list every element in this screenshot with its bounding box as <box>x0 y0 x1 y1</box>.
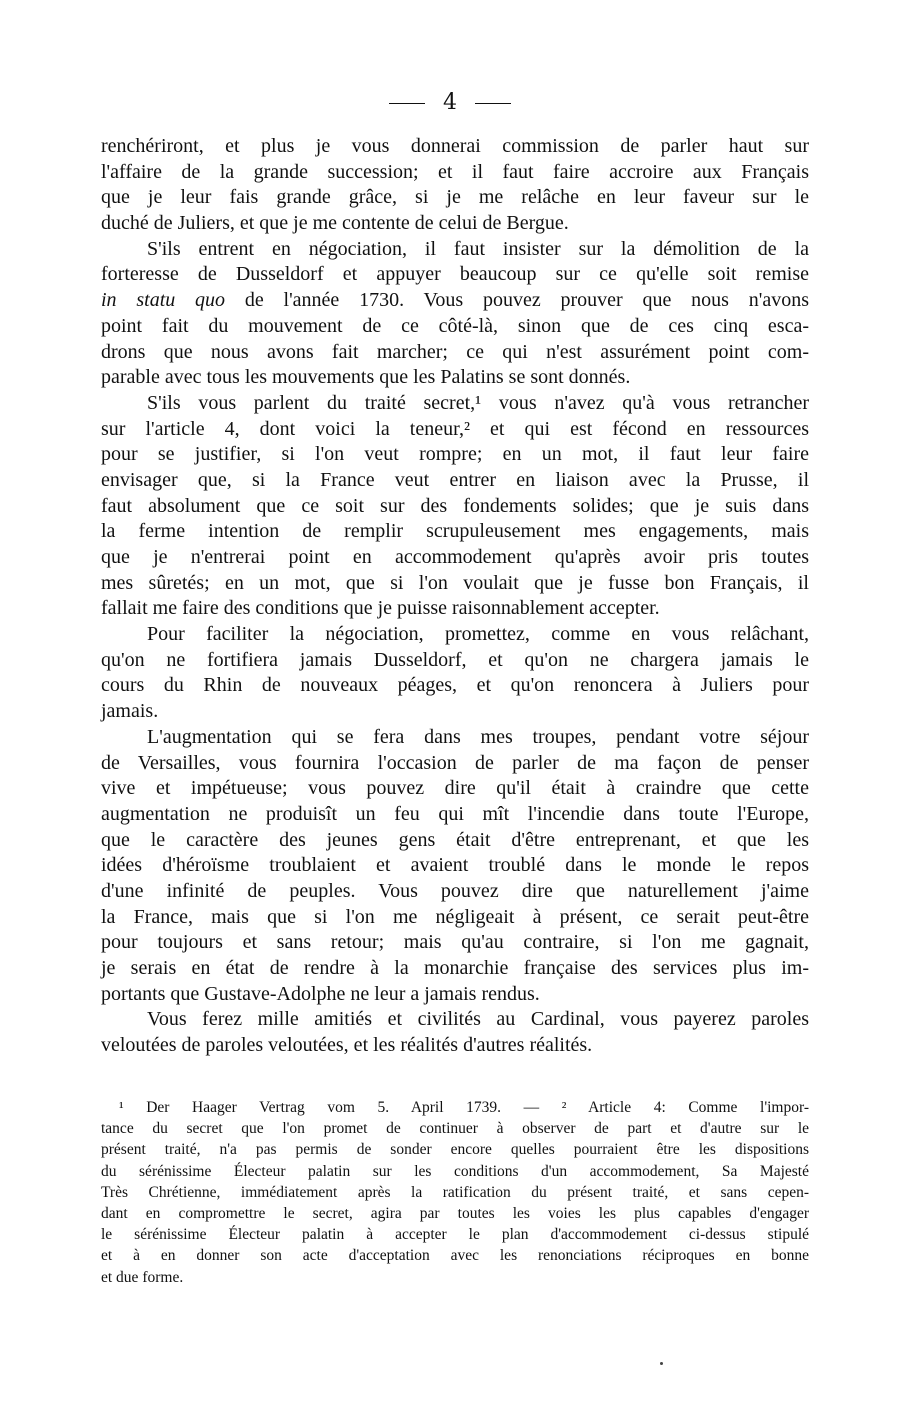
footnotes <box>101 1097 809 1288</box>
body-line: que le caractère des jeunes gens était d'être entreprenant, et que les <box>101 828 809 851</box>
body-line: je serais en état de rendre à la monarchie française des services plus im- <box>101 957 809 979</box>
body-line: portants que Gustave-Adolphe ne leur a jamais rendus. <box>101 982 540 1005</box>
body-line: que je leur fais grande grâce, si je me relâche en leur faveur sur le <box>101 186 809 209</box>
body-line: envisager que, si la France veut entrer en liaison avec la Prusse, il <box>101 468 809 491</box>
body-line: qu'on ne fortifiera jamais Dusseldorf, et qu'on ne chargera jamais le <box>101 648 809 671</box>
line-text: de l'année 1730. Vous pouvez prouver que nous n'avons <box>225 289 809 312</box>
header-rule-right <box>475 103 511 104</box>
body-line: la ferme intention de remplir scrupuleusement mes engagements, mais <box>101 520 809 543</box>
body-line: fallait me faire des conditions que je puisse raisonnablement accepter. <box>101 597 660 620</box>
footnote-line: présent traité, n'a pas permis de sonder encore quelles pourraient être les dispositions <box>101 1141 809 1159</box>
body-line: sur l'article 4, dont voici la teneur,² et qui est fécond en ressources <box>101 417 809 440</box>
footnote-line: du sérénissime Électeur palatin sur les conditions d'un accommodement, Sa Majesté <box>101 1162 809 1180</box>
footnote-line: le sérénissime Électeur palatin à accepter le plan d'accommodement ci-dessus stipulé <box>101 1226 809 1244</box>
body-line: faut absolument que ce soit sur des fondements solides; que je suis dans <box>101 494 809 517</box>
body-line: pour toujours et sans retour; mais qu'au contraire, si l'on me gagnait, <box>101 931 809 954</box>
print-speck <box>660 1362 663 1365</box>
body-line: de Versailles, vous fournira l'occasion de parler de ma façon de penser <box>101 751 809 774</box>
footnote-line: Très Chrétienne, immédiatement après la ratification du présent traité, et sans cepen- <box>101 1183 809 1201</box>
footnote-line: dant en compromettre le secret, agira par toutes les voies les plus capables d'engager <box>101 1204 809 1222</box>
body-line: duché de Juliers, et que je me contente de celui de Bergue. <box>101 212 569 235</box>
body-line: parable avec tous les mouvements que les Palatins se sont donnés. <box>101 366 631 389</box>
body-line: jamais. <box>101 700 159 723</box>
page-number: 4 <box>443 90 457 115</box>
body-line: mes sûretés; en un mot, que si l'on voulait que je fusse bon Français, il <box>101 571 809 594</box>
footnote-line: et due forme. <box>101 1268 184 1286</box>
body-line <box>101 288 809 314</box>
body-text <box>101 134 809 1059</box>
body-line: point fait du mouvement de ce côté-là, sinon que de ces cinq esca- <box>101 314 809 337</box>
body-line: Vous ferez mille amitiés et civilités au Cardinal, vous payerez paroles <box>147 1008 809 1031</box>
body-line: forteresse de Dusseldorf et appuyer beaucoup sur ce qu'elle soit remise <box>101 263 809 286</box>
body-line: drons que nous avons fait marcher; ce qui n'est assurément point com- <box>101 340 809 363</box>
footnote-line: ¹ Der Haager Vertrag vom 5. April 1739. — ² Article 4: Comme l'impor- <box>119 1099 809 1116</box>
header-rule-left <box>389 103 425 104</box>
body-line: L'augmentation qui se fera dans mes troupes, pendant votre séjour <box>147 725 809 748</box>
footnote-line: et à en donner son acte d'acceptation avec les renonciations réciproques en bonne <box>101 1247 809 1265</box>
body-line: que je n'entrerai point en accommodement qu'après avoir pris toutes <box>101 546 809 568</box>
body-line: augmentation ne produisît un feu qui mît l'incendie dans toute l'Europe, <box>101 802 809 825</box>
footnote-line: tance du secret que l'on promet de continuer à observer de part et d'autre sur le <box>101 1120 809 1138</box>
body-line: idées d'héroïsme troublaient et avaient troublé dans le monde le repos <box>101 854 809 877</box>
body-line: pour se justifier, si l'on veut rompre; en un mot, il faut leur faire <box>101 443 809 466</box>
body-line: S'ils vous parlent du traité secret,¹ vous n'avez qu'à vous retrancher <box>147 391 809 414</box>
body-line: cours du Rhin de nouveaux péages, et qu'on renoncera à Juliers pour <box>101 674 809 697</box>
body-line: l'affaire de la grande succession; et il faut faire accroire aux Français <box>101 160 809 183</box>
body-line: vive et impétueuse; vous pouvez dire qu'il était à craindre que cette <box>101 777 809 800</box>
body-line: la France, mais que si l'on me négligeait à présent, ce serait peut-être <box>101 905 809 928</box>
body-line: renchériront, et plus je vous donnerai commission de parler haut sur <box>101 135 809 157</box>
body-line: S'ils entrent en négociation, il faut insister sur la démolition de la <box>147 237 809 260</box>
body-line: d'une infinité de peuples. Vous pouvez dire que naturellement j'aime <box>101 879 809 902</box>
page-header <box>0 88 900 118</box>
body-line: veloutées de paroles veloutées, et les réalités d'autres réalités. <box>101 1034 593 1057</box>
body-line: Pour faciliter la négociation, promettez, comme en vous relâchant, <box>147 623 809 646</box>
italic-phrase: in statu quo <box>101 289 226 312</box>
